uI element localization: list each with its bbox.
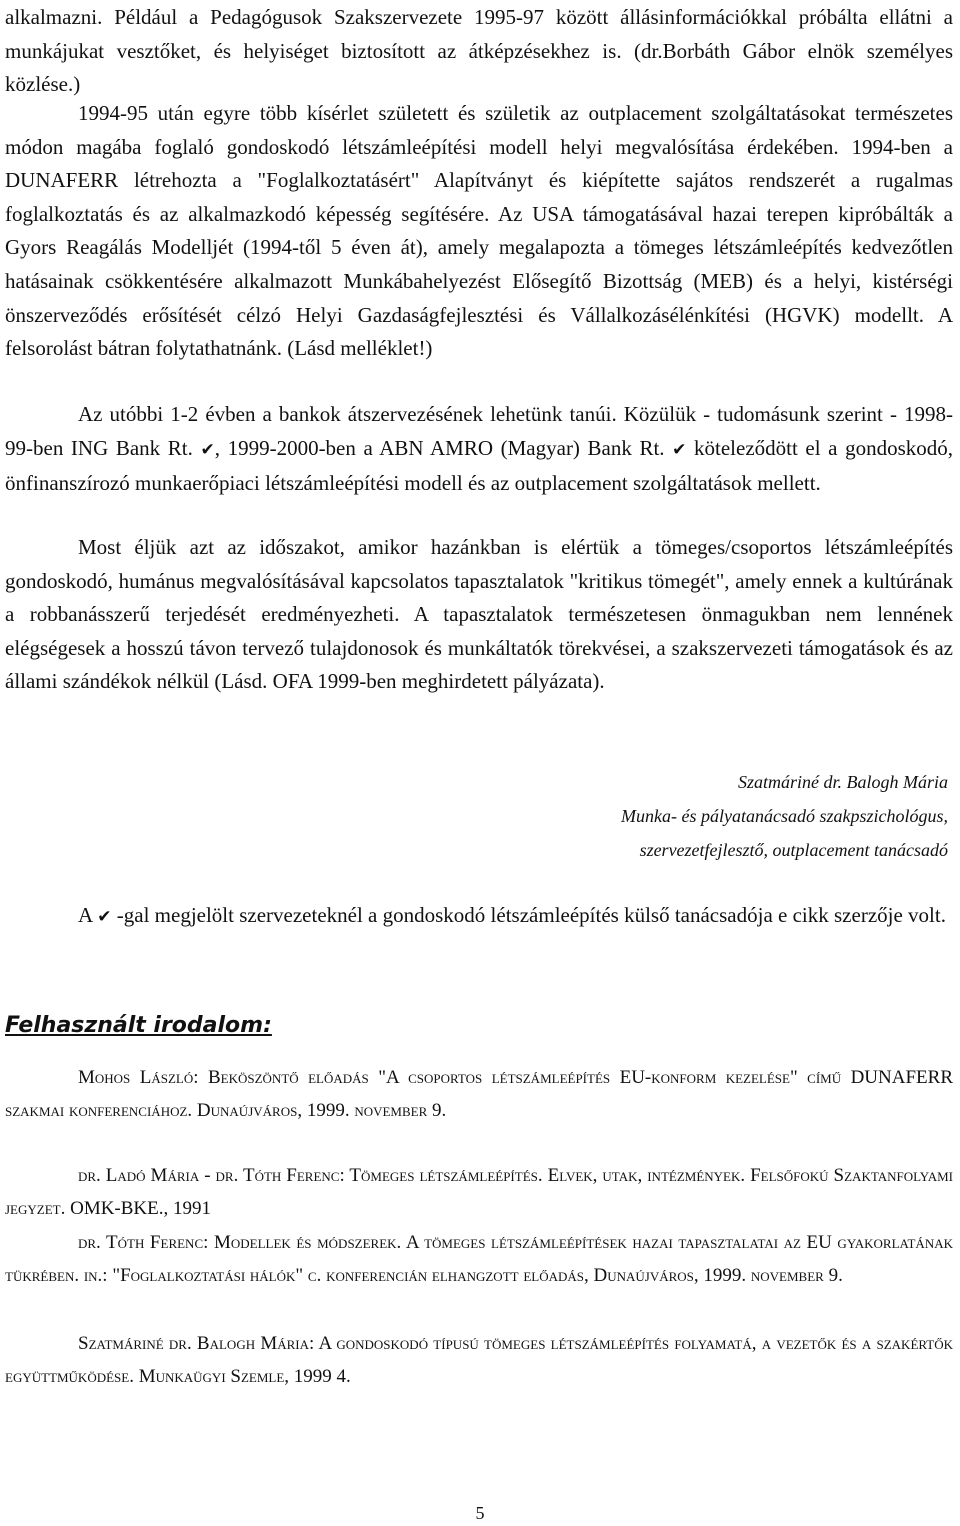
paragraph-4: Most éljük azt az időszakot, amikor hazánkban is elértük a tömeges/csoportos létszámleépítés gondoskodó, humánus megvalósításával kapcsolatos tapasztalatok "kritikus tömegét", amely ennek a kultúrának a robbanásszerű terjedését eredményezheti. A tapasztalatok természetesen önmagukban nem lennének elégségesek a hosszú távon tervező tulajdonosok és munkáltatók törekvései, a szakszervezeti támogatások és az állami szándékok nélkül (Lásd. OFA 1999-ben meghirdetett pályázata). (5, 535, 953, 694)
paragraph-2: 1994-95 után egyre több kísérlet született és születik az outplacement szolgáltatásokat természetes módon magába foglaló gondoskodó létszámleépítési modell helyi megvalósítása érdekében. 1994-ben a DUNAFERR létrehozta a "Foglalkoztatásért" Alapítványt és kiépítette sajátos rendszerét a rugalmas foglalkoztatás és az alkalmazkodó képesség segítésére. Az USA támogatásával hazai terepen kipróbálták a Gyors Reagálás Modelljét (1994-től 5 éven át), amely megalapozta a tömeges létszámleépítés kedvezőtlen hatásainak csökkentésére alkalmazott Munkábahelyezést Elősegítő Bizottság (MEB) és a helyi, kistérségi önszerveződés erősítését célzó Helyi Gazdaságfejlesztési és Vállalkozásélénkítési (HGVK) modellt. A felsorolást bátran folytathatnánk. (Lásd melléklet!) (5, 101, 953, 361)
author-name: Szatmáriné dr. Balogh Mária (737, 772, 948, 792)
references-heading: Felhasznált irodalom: (5, 1013, 272, 1038)
check-icon: ✔ (97, 907, 112, 927)
check-note (5, 899, 953, 935)
check-note-text-b: -gal megjelölt szervezeteknél a gondoskodó létszámleépítés külső tanácsadója e cikk szerzője volt. (111, 903, 946, 927)
author-title-2: szervezetfejlesztő, outplacement tanácsadó (639, 840, 948, 860)
paragraph-3-text-a: Az utóbbi 1-2 évben a bankok átszervezésének lehetünk tanúi. Közülük - tudomásunk szerint - 1998-99-ben ING Bank Rt. (5, 402, 953, 460)
paragraph-1: alkalmazni. Például a Pedagógusok Szakszervezete 1995-97 között állásinformációkkal próbálta ellátni a munkájukat vesztőket, és helyiséget biztosított az átképzésekhez is. (dr.Borbáth Gábor elnök személyes közlése.) (5, 5, 953, 97)
reference-item: Szatmáriné dr. Balogh Mária: A gondoskodó típusú tömeges létszámleépítés folyamatá, a vezetők és a szakértők együttműködése. Munkaügyi Szemle, 1999 4. (5, 1333, 953, 1387)
check-note-text-a: A (78, 903, 98, 927)
paragraph-3-text-b: , 1999-2000-ben a ABN AMRO (Magyar) Bank Rt. (214, 435, 673, 460)
reference-item: dr. Tóth Ferenc: Modellek és módszerek. A tömeges létszámleépítések hazai tapasztalatai az EU gyakorlatának tükrében. in.: "Foglalkoztatási hálók" c. konferencián elhangzott előadás, Dunaújváros, 1999. november 9. (5, 1232, 953, 1286)
paragraph-3 (5, 398, 953, 501)
reference-item: Mohos László: Beköszöntő előadás "A csoportos létszámleépítés EU-konform kezelése" című DUNAFERR szakmai konferenciához. Dunaújváros, 1999. november 9. (5, 1067, 953, 1121)
page-number: 5 (475, 1503, 485, 1523)
paragraph-3-text-c: köteleződött el a gondoskodó, önfinanszírozó munkaerőpiaci létszámleépítési modell és az outplacement szolgáltatások mellett. (5, 435, 954, 496)
check-icon: ✔ (672, 439, 687, 460)
signature-block (621, 765, 948, 867)
reference-item: dr. Ladó Mária - dr. Tóth Ferenc: Tömeges létszámleépítés. Elvek, utak, intézmények. Felsőfokú Szaktanfolyami jegyzet. OMK-BKE., 1991 (5, 1165, 953, 1219)
check-icon: ✔ (200, 439, 215, 460)
author-title-1: Munka- és pályatanácsadó szakpszichológus, (621, 806, 948, 826)
